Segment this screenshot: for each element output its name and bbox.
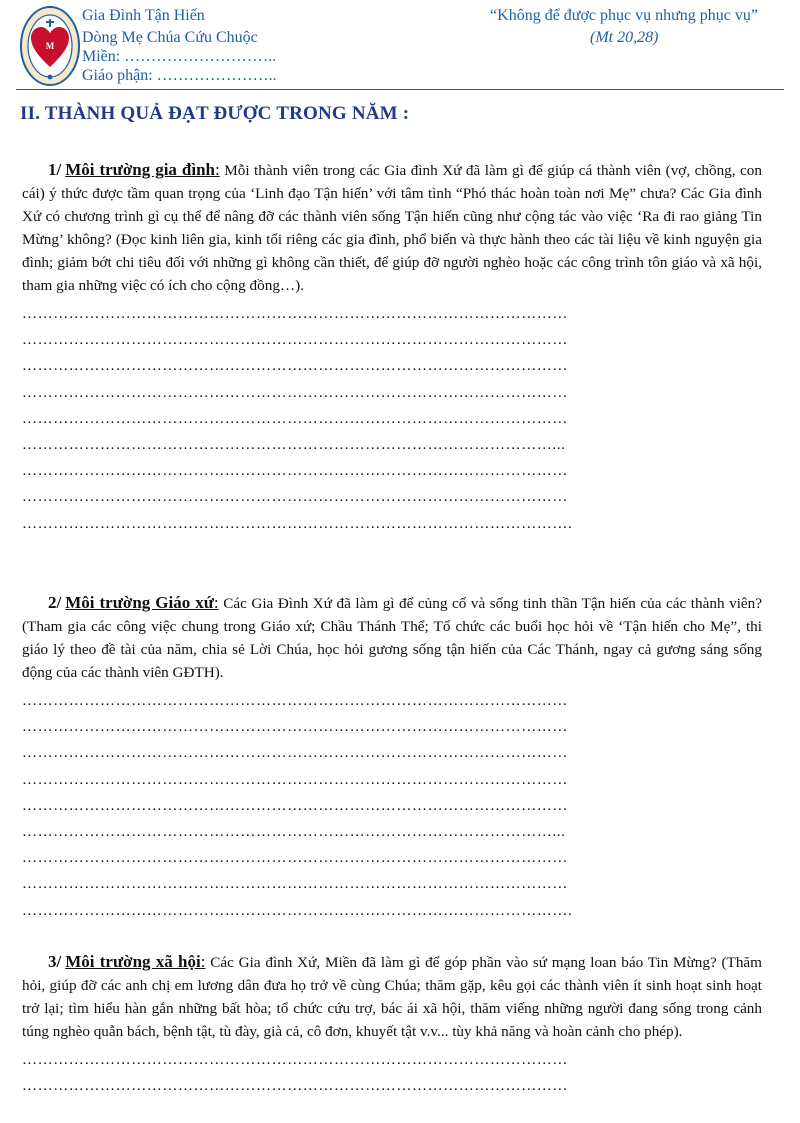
heart-emblem-icon bbox=[19, 5, 81, 87]
item-parish-environment bbox=[22, 591, 762, 924]
answer-lines bbox=[22, 1047, 762, 1099]
item-number: 2/ bbox=[48, 593, 62, 612]
item-colon: : bbox=[213, 593, 219, 612]
answer-line[interactable]: …………………………………………………………………………………………… bbox=[22, 745, 568, 762]
answer-line[interactable]: …………………………………………………………………………………………... bbox=[22, 436, 566, 453]
item-body: Các Gia đình Xứ, Miền đã làm gì để góp phần vào sứ mạng loan báo Tin Mừng? (Thăm hỏi, giúp đỡ các anh chị em lương dân đưa họ trở về cùng Chúa; thăm gặp, kêu gọi các thành viên ít sinh hoạt sinh hoạt trở lại; tìm hiểu hàn gắn những bất hòa; tổ chức cứu trợ, bác ái xã hội, thăm viếng những người đang sống trong cảnh túng nghèo quẫn bách, bệnh tật, tù đày, già cả, cô đơn, khuyết tật v.v... tùy khả năng và hoàn cảnh cho phép). bbox=[22, 954, 762, 1040]
answer-line[interactable]: …………………………………………………………………………………………... bbox=[22, 823, 566, 840]
answer-line[interactable]: …………………………………………………………………………………………… bbox=[22, 384, 568, 401]
answer-line[interactable]: …………………………………………………………………………………………… bbox=[22, 771, 568, 788]
answer-line[interactable]: …………………………………………………………………………………………… bbox=[22, 797, 568, 814]
answer-line[interactable]: …………………………………………………………………………………………… bbox=[22, 306, 568, 322]
item-body: Mỗi thành viên trong các Gia đình Xứ đã làm gì để giúp cá thành viên (vợ, chồng, con cái) ý thức được tầm quan trọng của ‘Linh đạo Tận hiến’ với tâm tình “Phó thác hoàn toàn nơi Mẹ” chưa? Các Gia đình Xứ có chương trình gì cụ thể để nâng đỡ các thành viên sống Tận hiến cũng như cộng tác vào việc ‘Ra đi rao giảng Tin Mừng’ không? (Đọc kinh liên gia, kinh tối riêng các gia đình, phổ biến và thực hành theo các tài liệu về kinh nguyện gia đình; giảm bớt chi tiêu đối với những gì không cần thiết, để giúp đỡ người nghèo hoặc các công trình tôn giáo và xã hội, tham gia những việc có ích cho cộng đồng…). bbox=[22, 162, 762, 294]
item-social-environment bbox=[22, 950, 762, 1099]
item-body: Các Gia Đình Xứ đã làm gì để củng cố và sống tinh thần Tận hiến của các thành viên? (Tham gia các công việc chung trong Giáo xứ; Chầu Thánh Thể; Tổ chức các buổi học hỏi về ‘Tận hiến cho Mẹ”, thi giáo lý theo đề tài của năm, chia sẻ Lời Chúa, học hỏi gương sống tận hiến của Các Thánh, ngay cả gương sáng sống động của các thành viên GĐTH). bbox=[22, 595, 762, 681]
quote-reference: (Mt 20,28) bbox=[590, 29, 659, 46]
item-family-environment bbox=[22, 158, 762, 537]
item-question bbox=[22, 950, 762, 1043]
answer-line[interactable]: …………………………………………………………………………………………… bbox=[22, 876, 568, 893]
item-number: 3/ bbox=[48, 952, 62, 971]
item-colon: : bbox=[214, 160, 220, 179]
answer-line[interactable]: …………………………………………………………………………………………… bbox=[22, 719, 568, 736]
answer-line[interactable]: ……………………………………………………………………………………………. bbox=[22, 902, 573, 919]
section-title: II. THÀNH QUẢ ĐẠT ĐƯỢC TRONG NĂM : bbox=[20, 103, 410, 124]
answer-line[interactable]: …………………………………………………………………………………………… bbox=[22, 693, 568, 709]
answer-line[interactable]: …………………………………………………………………………………………… bbox=[22, 489, 568, 506]
diocese-field: Giáo phận: ………………….. bbox=[82, 67, 277, 84]
answer-line[interactable]: …………………………………………………………………………………………… bbox=[22, 1052, 568, 1068]
org-name: Gia Đình Tận Hiến bbox=[82, 7, 205, 24]
item-colon: : bbox=[200, 952, 206, 971]
answer-line[interactable]: …………………………………………………………………………………………… bbox=[22, 332, 568, 349]
answer-line[interactable]: …………………………………………………………………………………………… bbox=[22, 1078, 568, 1095]
congregation-name: Dòng Mẹ Chúa Cứu Chuộc bbox=[82, 29, 258, 46]
answer-line[interactable]: ……………………………………………………………………………………………. bbox=[22, 515, 573, 532]
answer-line[interactable]: …………………………………………………………………………………………… bbox=[22, 463, 568, 480]
header-divider bbox=[16, 89, 784, 90]
header-quote: “Không để được phục vụ nhưng phục vụ” bbox=[490, 7, 758, 24]
item-number: 1/ bbox=[48, 160, 62, 179]
item-question bbox=[22, 158, 762, 297]
congregation-logo bbox=[19, 5, 81, 87]
answer-line[interactable]: …………………………………………………………………………………………… bbox=[22, 850, 568, 867]
region-field: Miền: ……………………….. bbox=[82, 48, 277, 65]
item-heading: Môi trường gia đình bbox=[65, 160, 215, 179]
item-heading: Môi trường Giáo xứ bbox=[65, 593, 214, 612]
item-heading: Môi trường xã hội bbox=[65, 952, 201, 971]
answer-lines bbox=[22, 301, 762, 537]
svg-text:M: M bbox=[45, 41, 55, 51]
item-question bbox=[22, 591, 762, 684]
answer-line[interactable]: …………………………………………………………………………………………… bbox=[22, 410, 568, 427]
answer-line[interactable]: …………………………………………………………………………………………… bbox=[22, 358, 568, 375]
answer-lines bbox=[22, 688, 762, 924]
page-header bbox=[0, 0, 800, 92]
